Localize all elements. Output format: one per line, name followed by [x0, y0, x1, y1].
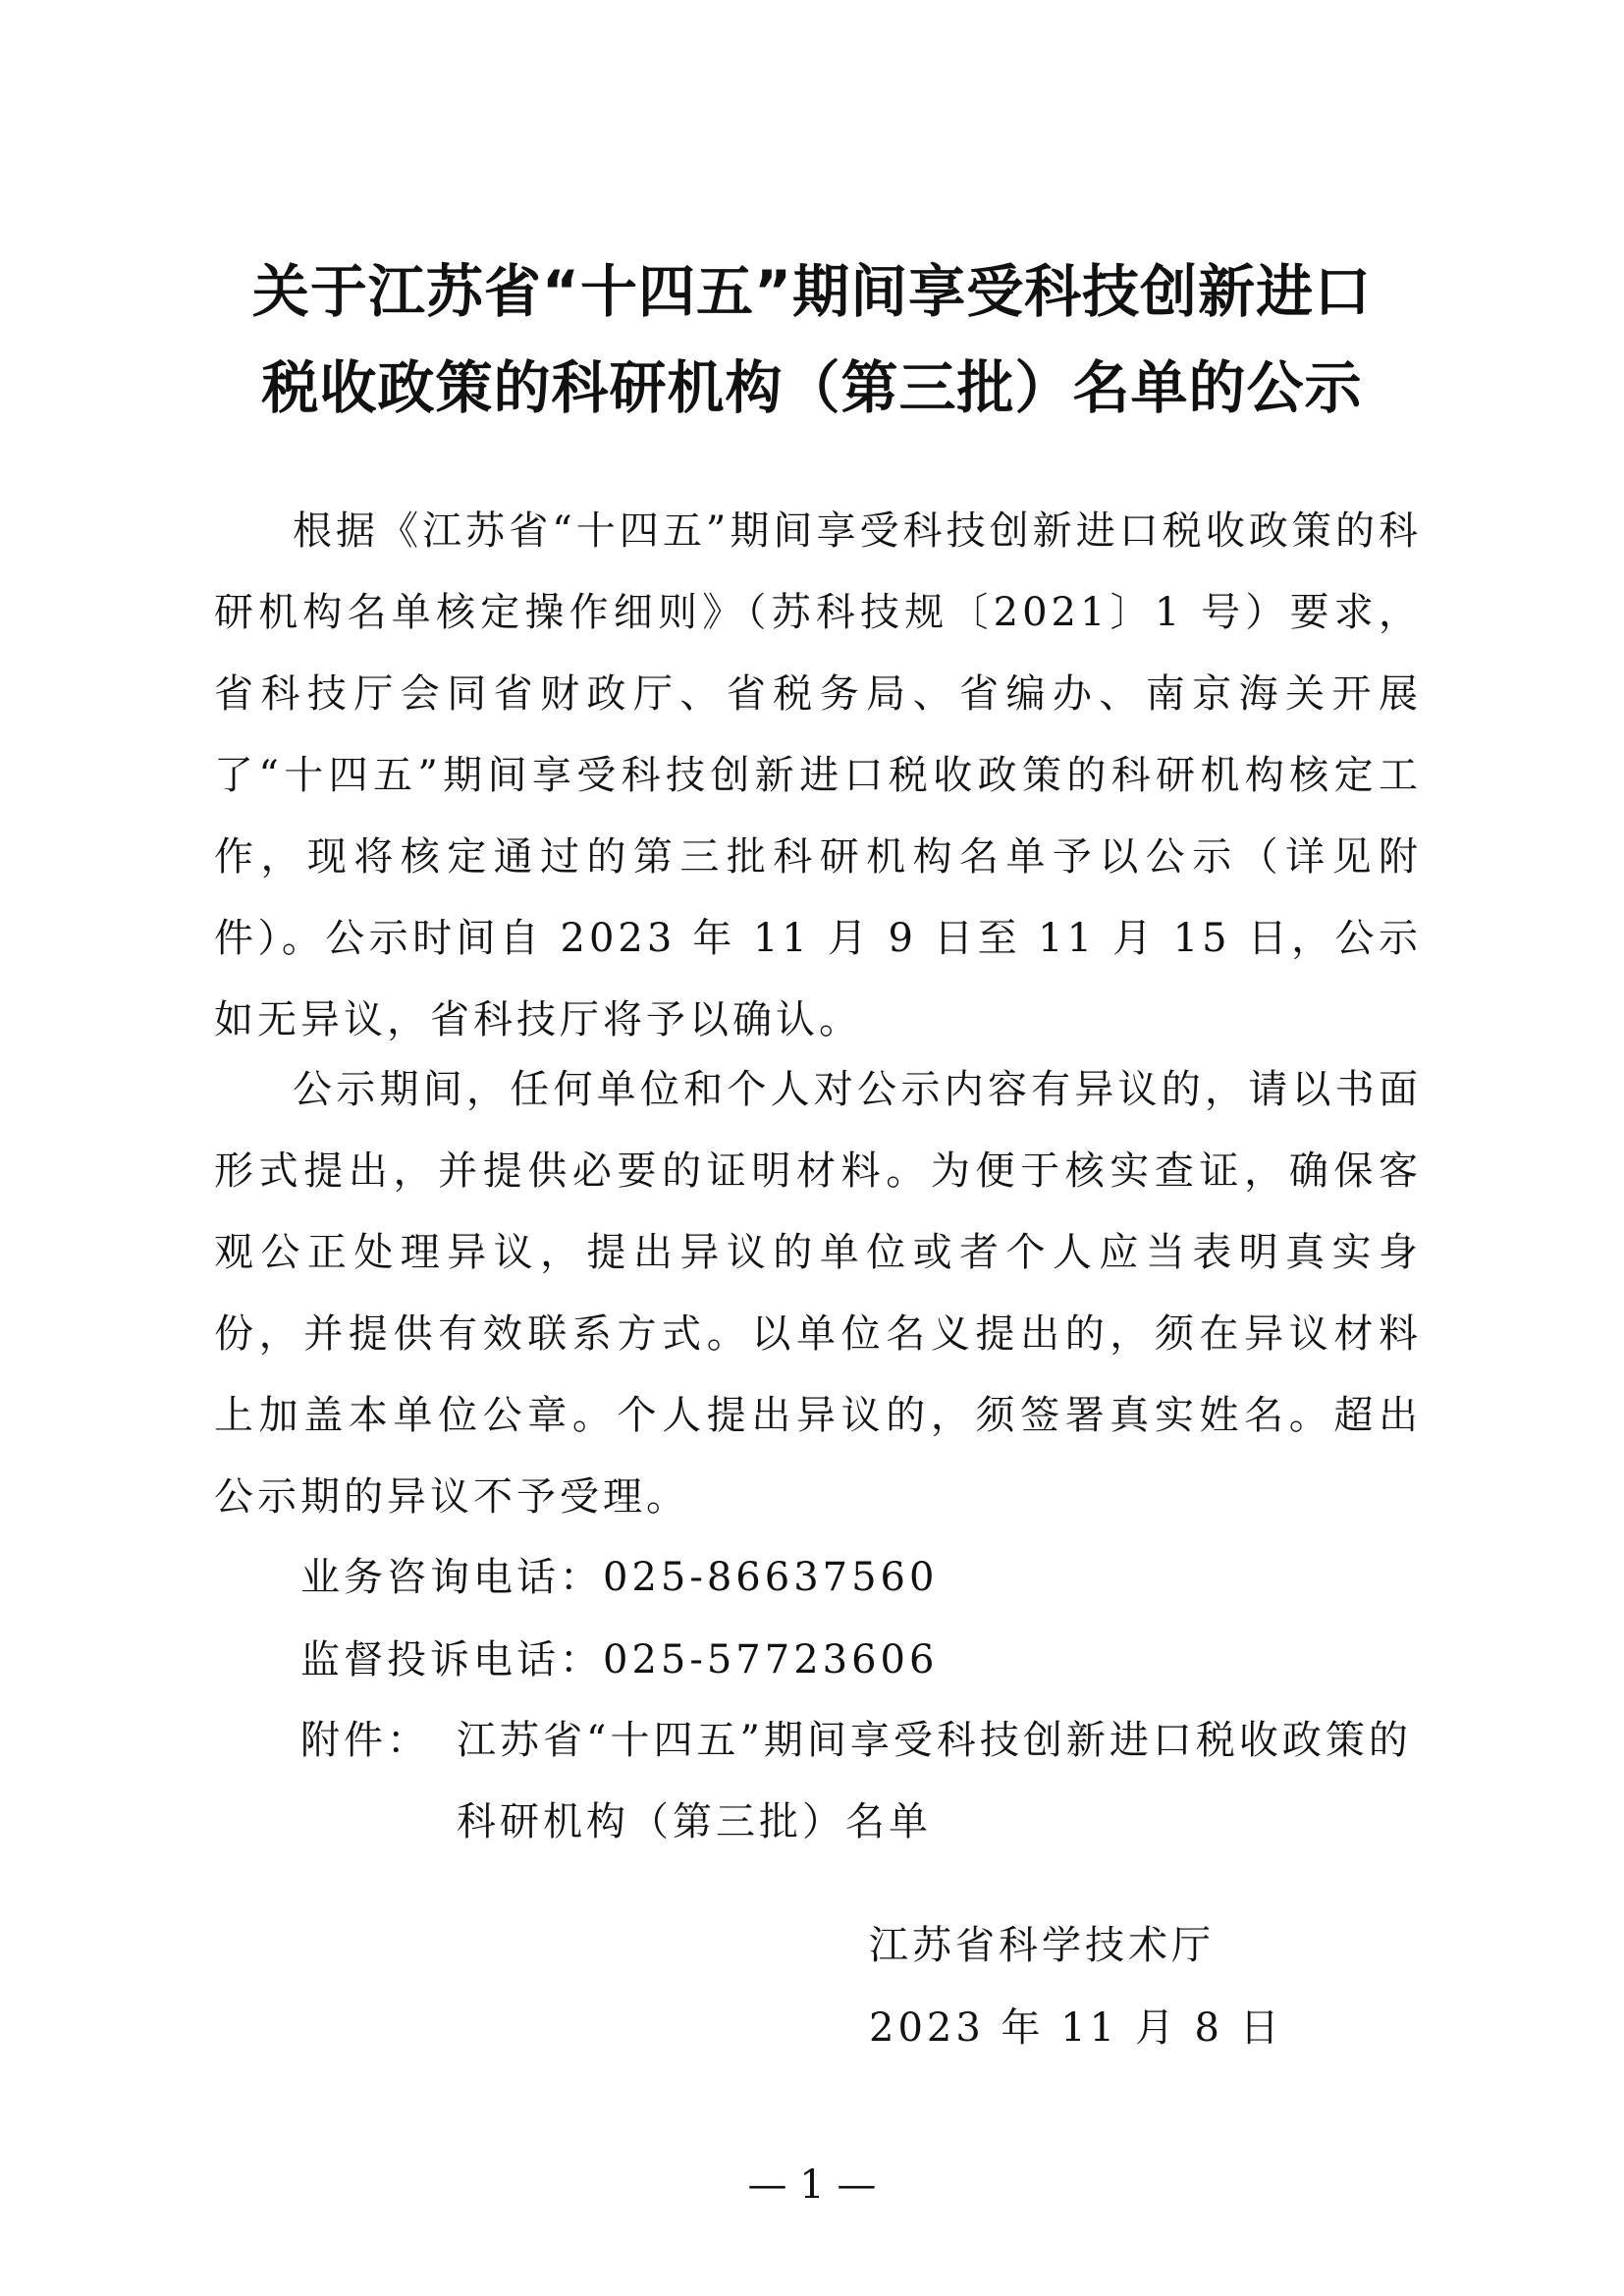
signature-date: 2023 年 11 月 8 日 [869, 2005, 1283, 2051]
page-number: — 1 — [747, 2163, 877, 2208]
attachment-title: 江苏省“十四五”期间享受科技创新进口税收政策的科研机构（第三批）名单 [457, 1718, 1412, 1844]
signature-organization: 江苏省科学技术厅 [869, 1923, 1215, 1968]
document-title-line-1: 关于江苏省“十四五”期间享受科技创新进口 [251, 258, 1373, 325]
attachment-label: 附件： [300, 1718, 430, 1763]
document-title-line-2: 税收政策的科研机构（第三批）名单的公示 [261, 354, 1363, 421]
body-paragraph-2 [214, 1049, 1422, 1538]
paragraph-2-text: 公示期间，任何单位和个人对公示内容有异议的，请以书面形式提出，并提供必要的证明材料。为便于核实查证，确保客观公正处理异议，提出异议的单位或者个人应当表明真实身份，并提供有效联系方式。以单位名义提出的，须在异议材料上加盖本单位公章。个人提出异议的，须签署真实姓名。超出公示期的异议不予受理。 [214, 1067, 1422, 1520]
consultation-hotline: 业务咨询电话：025-86637560 [300, 1555, 939, 1600]
complaint-hotline: 监督投诉电话：025-57723606 [300, 1637, 939, 1682]
body-paragraph-1 [214, 491, 1422, 1061]
paragraph-1-text: 根据《江苏省“十四五”期间享受科技创新进口税收政策的科研机构名单核定操作细则》（苏科技规〔2021〕1 号）要求，省科技厅会同省财政厅、省税务局、省编办、南京海关开展了“十四五”期间享受科技创新进口税收政策的科研机构核定工作，现将核定通过的第三批科研机构名单予以公示（详见附件）。公示时间自 2023 年 11 月 9 日至 11 月 15 日，公示如无异议，省科技厅将予以确认。 [214, 508, 1422, 1042]
